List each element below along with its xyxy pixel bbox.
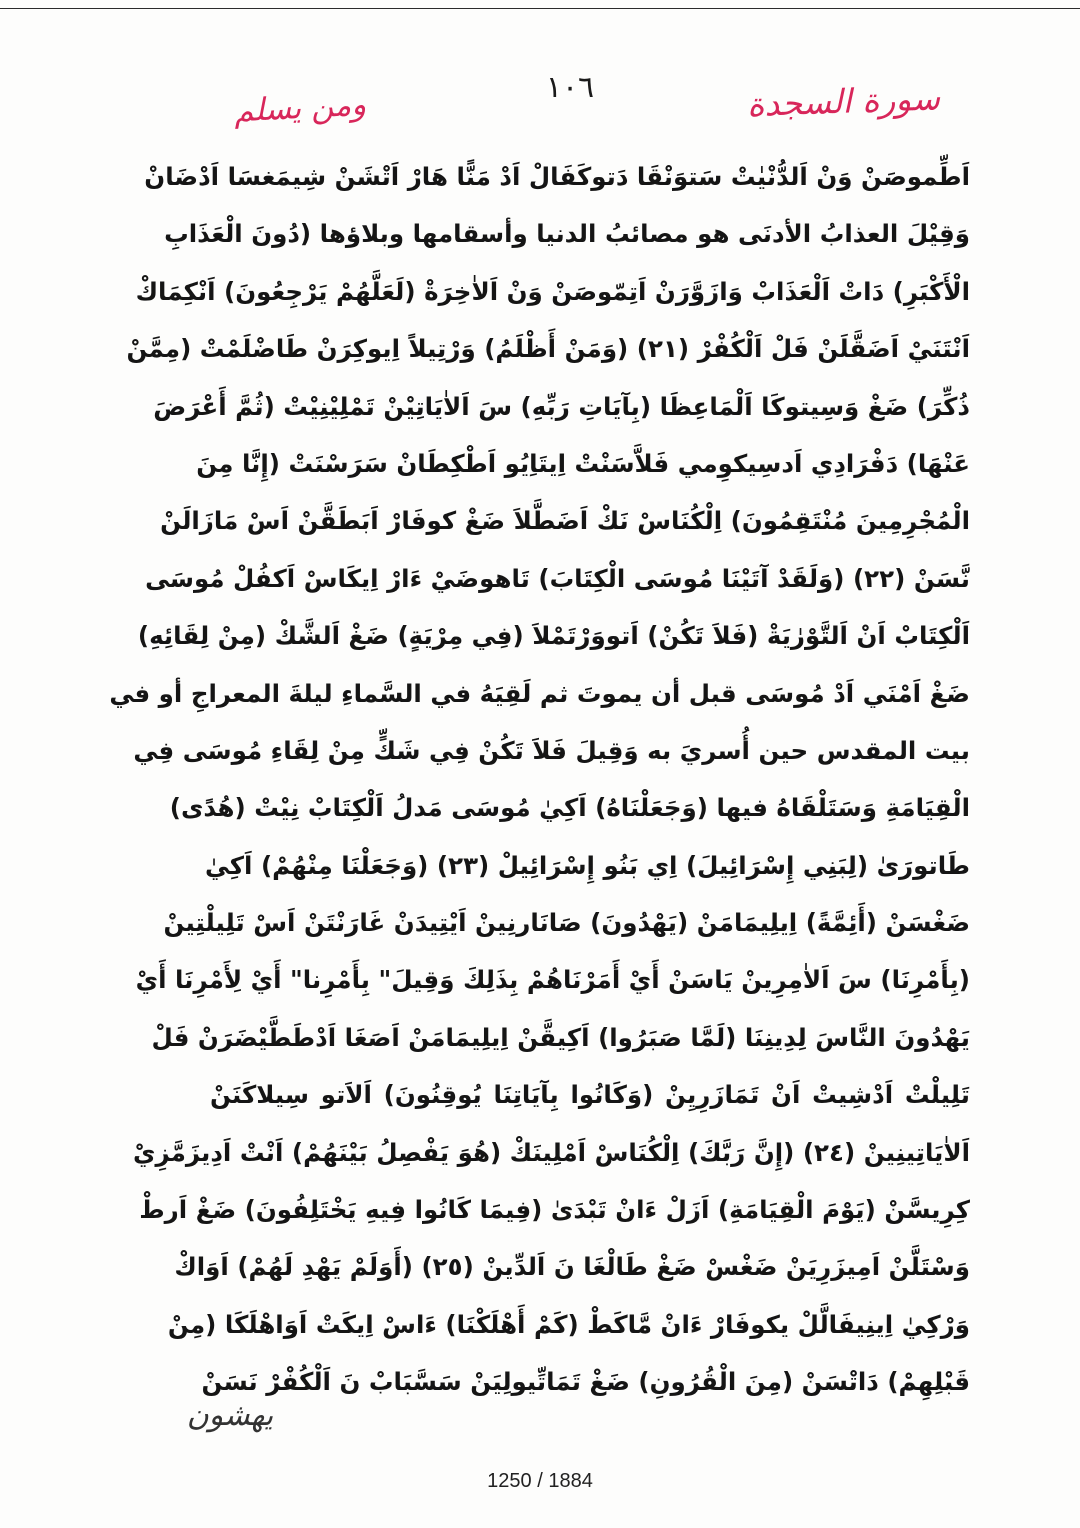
margin-note: ومن يسلم xyxy=(233,86,367,130)
text-line: اَلْكِتَابْ اَنْ اَلتَّوْرٰيَةْ (فَلاَ تَكُنْ) اَتووَرْتَمْلاَ (فِي مِرْيَةٍ) ضَغْ اَلشَّكْ (مِنْ لِقَائِهِ) xyxy=(137,621,970,651)
text-line: الْأَكْبَرِ) دَاتْ اَلْعَذَابْ وَازَوَّرَنْ اَتِمّوصَنْ وَنْ اَلاٰخِرَةْ (لَعَلَّهُمْ يَرْجِعُونَ) اَنْكِمَاكْ xyxy=(135,276,970,306)
text-line: ضَغْسَنْ (أَئِمَّةً) اِيلِيمَامَنْ (يَهْدُونَ) صَانَارنِينْ اَيْتِيدَنْ غَارَنْتَنْ اَسْ تَلِيلْتِينْ xyxy=(163,908,970,938)
text-line: (بِأَمْرِنَا) سَ اَلاٰمِرِينْ يَاسَنْ أَيْ أَمَرْنَاهُمْ بِذَلِكَ وَقِيلَ" بِأَمْرِنا" أَيْ لِأَمْرِنَا أَيْ xyxy=(135,965,970,995)
text-line: وَقِيْلَ العذابُ الأدنَى هو مصائبُ الدنيا وأسقامها وبلاؤها (دُونَ الْعَذَابِ xyxy=(164,219,970,249)
text-line: اَلاٰيَاتِينِينْ (٢٤) (إِنَّ رَبَّكَ) اِلْكُنَاسْ اَمْلِينَكْ (هُوَ يَفْصِلُ بَيْنَهُمْ) اَنْتْ اَدِيزَمَّزِيْ xyxy=(133,1137,970,1167)
text-line: عَنْهَا) دَفْرَادِي اَدسِيكوِمي فَلاَّسَنْتْ اِيتَاِيُو اَطْكِطَانْ سَرَسْنَتْ (إِنَّا مِنَ xyxy=(196,448,970,478)
page-number: ١٠٦ xyxy=(545,70,595,105)
top-rule xyxy=(0,8,1080,9)
text-line: اَنْتَنَيْ اَضَقَّلَنْ فَلْ اَلْكُفْرْ (٢١) (وَمَنْ أَظْلَمُ) وَرْتِيلاً اِيوكِرَنْ طَاضْلَمْتْ (مِمَّنْ xyxy=(126,334,970,364)
text-line: الْقِيَامَةِ وَسَتَلْقَاهُ فيها (وَجَعَلْنَاهُ) اَكِيٰ مُوسَى مَدلُ اَلْكِتَابْ نِيْتْ (هُدًى) xyxy=(169,793,970,823)
text-line: الْمُجْرِمِينَ مُنْتَقِمُونَ) اِلْكُنَاسْ نَكْ اَضَطَّلاَ ضَغْ كوفَارْ اَبَطَقَّنْ اَسْ مَازَالَنْ xyxy=(160,506,970,536)
text-line: طَاتورَىٰ (لِبَنِي إِسْرَائِيلَ) اِي بَنُو إِسْرَائِيلْ (٢٣) (وَجَعَلْنَا مِنْهُمْ) اَكِيٰ xyxy=(205,850,970,880)
text-body xyxy=(109,148,970,1411)
text-line: ضَغْ اَمْنَي اَدْ مُوسَى قبل أن يموتَ ثم لَقِيَهُ في السَّماءِ ليلةَ المعراجِ أو في xyxy=(109,678,970,708)
page-counter: 1250 / 1884 xyxy=(487,1470,593,1492)
text-line: نَّسَنْ (٢٢) (وَلَقَدْ آتَيْنَا مُوسَى الْكِتَابَ) تَاهوضَيْ ءَارْ اِيكَاسْ اَكفُلْ مُوسَى xyxy=(145,563,970,593)
text-line: تَلِيلْتْ اَدْشِيتْ اَنْ تَمَازَرِيِنْ (وَكَانُوا بِآيَاتِنَا يُوقِنُونَ) اَلاَتو سِيلاكَنَنْ xyxy=(210,1080,970,1110)
text-line: ذُكِّرَ) ضَغْ وَسِيتوكَا اَلْمَاعِظَا (بِآيَاتِ رَبِّهِ) سَ اَلاٰيَاتِيْنْ تَمْلِيْنِيْتْ (ثُمَّ أَعْرَضَ xyxy=(153,391,970,421)
text-line: وَسْتَلَّنْ اَمِيزَرِيَنْ ضَغْسْ ضَغْ طَالْغَا نَ اَلدِّينْ (٢٥) (أَوَلَمْ يَهْدِ لَهُمْ) اَوَاكْ xyxy=(174,1252,970,1282)
text-line: يَهْدُونَ النَّاسَ لِدِينِنَا (لَمَّا صَبَرُوا) اَكِيقَّنْ اِيلِيمَامَنْ اَصَغَا اَدْطَطَّيْضَرَنْ فَلْ xyxy=(151,1022,970,1052)
text-line: اَطِّموصَنْ وَنْ اَلدُّنْيٰتْ سَتوَنْقَا دَتوكَفَالْ اَدْ مَنًّا هَارْ اَتْشَنْ شِيمَغسَا اَدْضَانْ xyxy=(144,162,970,191)
text-line: كِرِيسَّنْ (يَوْمَ الْقِيَامَةِ) اَزَلْ ءَانْ تَبْدَىٰ (فِيمَا كَانُوا فِيهِ يَخْتَلِفُونَ) ضَغْ اَرطْ xyxy=(139,1195,970,1225)
text-line: قَبْلِهِمْ) دَاتْسَنْ (مِنَ الْقُرُونِ) ضَغْ تَمَاتِّيولِيَنْ سَسَّبَابْ نَ اَلْكُفْرْ نَسَنْ xyxy=(201,1367,970,1397)
catchword: يهشون xyxy=(186,1398,274,1433)
margin-note-surah: سورة السجدة xyxy=(746,78,941,125)
text-line: وَرْكِيٰ اِينِيفَالَّلْ يكوفَارْ ءَانْ مَّاكَطْ (كَمْ أَهْلَكْنَا) ءَاسْ اِيكَتْ اَوَاهْلَكَا (مِنْ xyxy=(167,1309,970,1339)
text-line: بيت المقدس حين أُسريَ به وَقِيلَ فَلاَ تَكُنْ فِي شَكٍّ مِنْ لِقَاءِ مُوسَى فِي xyxy=(133,735,970,765)
